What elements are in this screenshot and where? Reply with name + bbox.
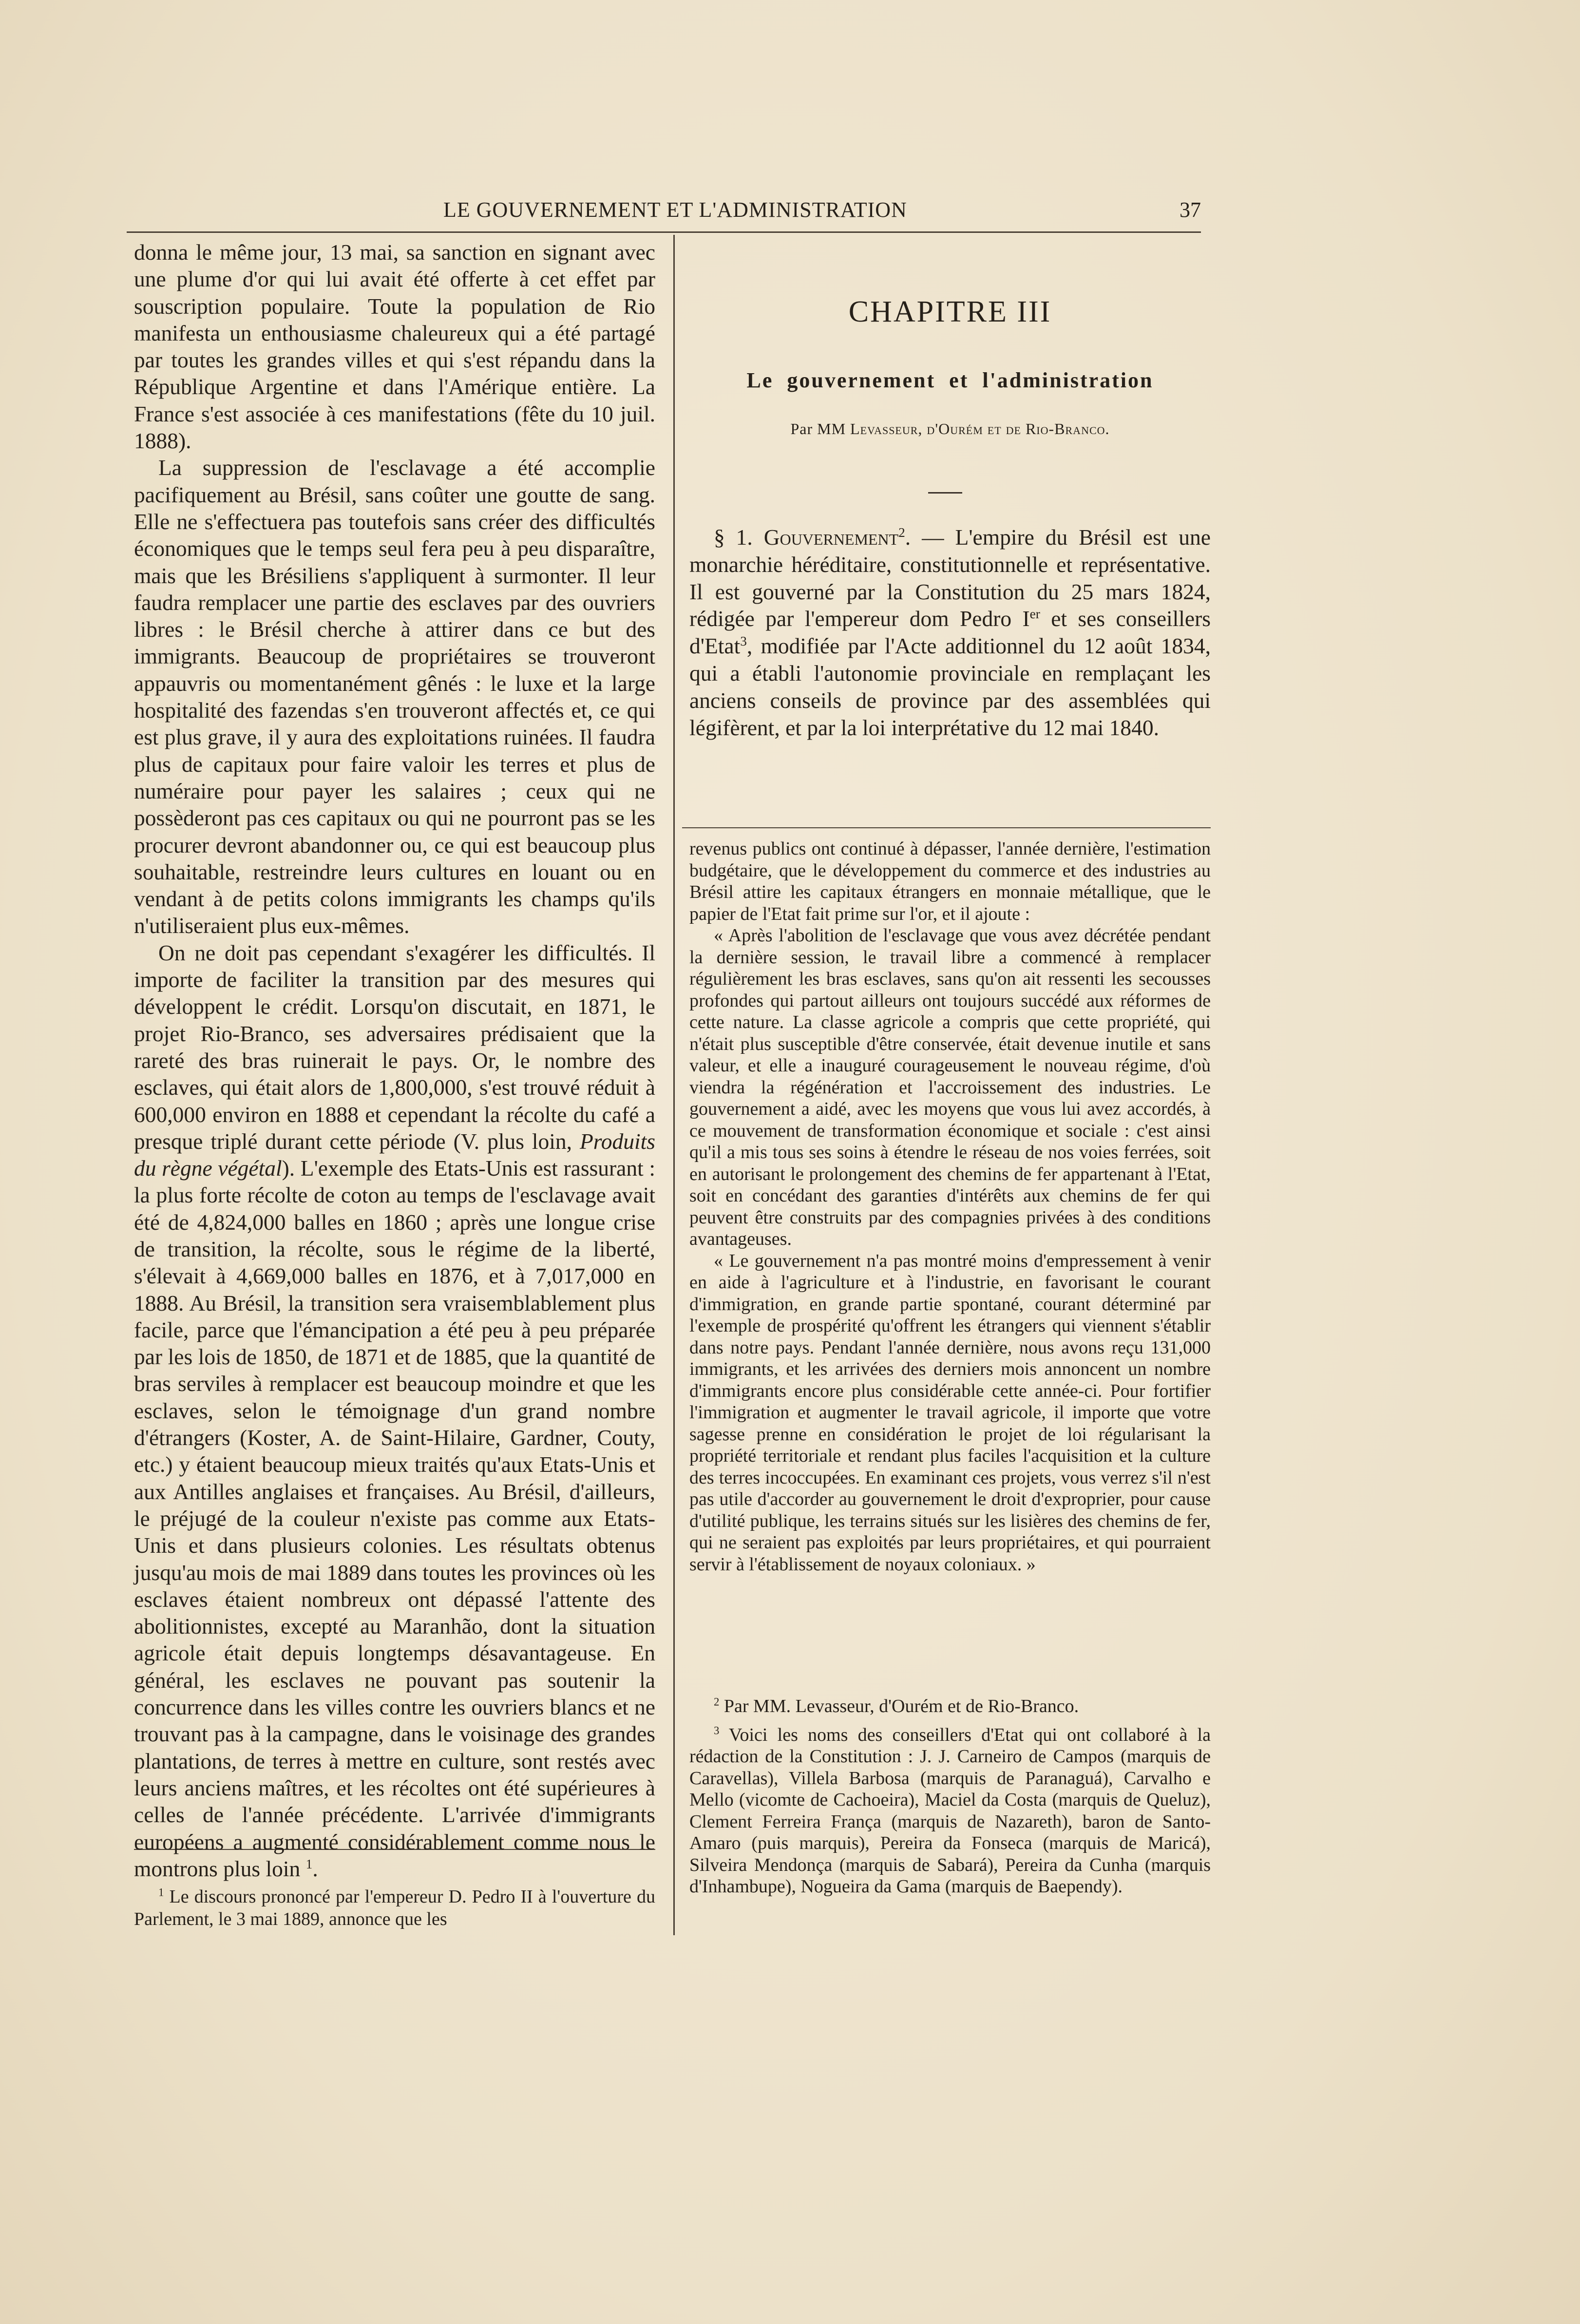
left-footnote [134,1886,655,1930]
header-rule [127,231,1201,233]
quote-paragraph: « Le gouvernement n'a pas montré moins d'empressement à venir en aide à l'agriculture et à l'industrie, en favorisant le courant d'immigration, en grande partie spontané, courant déterminé par l'exemple de prospérité qu'offrent les étrangers qui viennent s'établir dans notre pays. Pendant l'année dernière, nous avons reçu 131,000 immigrants, et les arrivées des derniers mois annoncent un nombre d'immigrants encore plus considérable cette année-ci. Pour fortifier l'immigration et augmenter le travail agricole, il importe que votre sagesse prenne en considération le projet de loi régularisant la propriété territoriale et rendant plus faciles l'acquisition et la culture des terres incoccupées. En examinant ces projets, vous verrez s'il n'est pas utile d'accorder au gouvernement le droit d'exproprier, pour cause d'utilité publique, les terrains situés sur les lisières des chemins de fer, qui ne seraient pas exploités par leurs propriétaires, et qui pourraient servir à l'établissement de noyaux coloniaux. » [689,1250,1211,1575]
footnote-mark: 1 [158,1886,164,1899]
footnote-text: Voici les noms des conseillers d'Etat qui ont collaboré à la rédaction de la Constitution : J. J. Carneiro de Campos (marquis de Caravellas), Villela Barbosa (marquis de Paranaguá), Carvalho e Mello (vicomte de Cachoeira), Maciel da Costa (marquis de Queluz), Clement Ferreira França (marquis de Nazareth), baron de Santo-Amaro (puis marquis), Pereira da Fonseca (marquis de Maricá), Silveira Mendonça (marquis de Sabará), Pereira da Cunha (marquis d'Inhambupe), Nogueira da Gama (marquis de Baependy). [689,1724,1211,1897]
footnote [134,1886,655,1930]
paragraph: La suppression de l'esclavage a été accomplie pacifiquement au Brésil, sans coûter une goutte de sang. Elle ne s'effectuera pas toutefois sans créer des difficultés économiques que le temps seul fera peu à peu disparaître, mais que les Brésiliens s'appliquent à surmonter. Il leur faudra remplacer une partie des esclaves par des ouvriers libres : le Brésil cherche à attirer dans ce but des immigrants. Beaucoup de propriétaires se trouveront appauvris ou momentanément gênés : le luxe et la large hospitalité des fazendas s'en trouveront affectés et, ce qui est plus grave, il y aura des exploitations ruinées. Il faudra plus de capitaux pour faire valoir les terres et plus de numéraire pour payer les salaires ; ceux qui ne possèderont pas ces capitaux ou qui ne pourront pas se les procurer devront abandonner ou, ce qui est beaucoup plus souhaitable, restreindre leurs cultures en louant ou en vendant à de petits colons immigrants les champs qu'ils n'utiliseraient plus eux-mêmes. [134,455,655,938]
footnote-ref: 3 [740,634,747,649]
left-column-body [134,239,655,1882]
page-number: 37 [1180,198,1201,222]
text-run: et ses conseillers d'Etat [689,606,1211,659]
section-heading: Gouvernement [763,525,899,550]
footnote-mark: 3 [714,1724,720,1736]
superscript: er [1029,607,1040,622]
footnote [689,1724,1211,1898]
footnote-continuation [689,838,1211,1575]
authors-prefix: Par MM [790,420,846,438]
footnote-text: Par MM. Levasseur, d'Ourém et de Rio-Branco. [723,1696,1079,1716]
italic-reference: Produits du règne végétal [134,1128,655,1181]
column-divider [673,235,675,1935]
right-footnotes [689,1695,1211,1905]
authors-line [689,420,1211,438]
footnote-ref: 2 [898,525,905,540]
paragraph [134,939,655,1882]
running-header [127,197,1201,231]
footnote-ref: 1 [305,1856,313,1871]
right-column-rule [682,827,1211,828]
quote-paragraph: « Après l'abolition de l'esclavage que vous avez décrétée pendant la dernière session, le travail libre a commencé à remplacer régulièrement les bras esclaves, sans qu'on ait ressenti les secousses profondes qui partout ailleurs ont toujours succédé aux réformes de cette nature. La classe agricole a compris que cette propriété, qui n'était plus susceptible d'être conservée, était devenue inutile et sans valeur, et elle a inauguré courageusement le nouveau régime, d'où viendra la régénération et l'accroissement des industries. Le gouvernement a aidé, avec les moyens que vous lui avez accordés, à ce mouvement de transformation économique et sociale : c'est ainsi qu'il a mis tous ses soins à étendre le réseau de nos voies ferrées, soit en autorisant le prolongement des chemins de fer appartenant à l'Etat, soit en concédant des garanties d'intérêts aux chemins de fer qui peuvent être construits par des compagnies privées à des conditions avantageuses. [689,925,1211,1249]
text-run: ). L'exemple des Etats-Unis est rassurant : la plus forte récolte de coton au temps de l'esclavage avait été de 4,824,000 balles en 1860 ; après une longue crise de transition, la récolte, sous le régime de la liberté, s'élevait à 4,669,000 balles en 1876, et à 7,017,000 en 1888. Au Brésil, la transition sera vraisemblablement plus facile, parce que l'émancipation a été peu à peu préparée par les lois de 1850, de 1871 et de 1885, que la quantité de bras serviles à remplacer est beaucoup moindre et que les esclaves, selon le témoignage d'un grand nombre d'étrangers (Koster, A. de Saint-Hilaire, Gardner, Couty, etc.) y étaient beaucoup mieux traités qu'aux Etats-Unis et aux Antilles anglaises et françaises. Au Brésil, d'ailleurs, le préjugé de la couleur n'existe pas comme aux Etats-Unis et dans plusieurs colonies. Les résultats obtenus jusqu'au mois de mai 1889 dans toutes les provinces où les esclaves étaient nombreux ont dépassé l'attente des abolitionnistes, excepté au Maranhão, dont la situation agricole était depuis longtemps désavantageuse. En général, les esclaves ne pouvant pas soutenir la concurrence dans les villes contre les ouvriers blancs et ne trouvant pas à la campagne, dans le voisinage des grandes plantations, de terres à mettre en culture, sont restés avec leurs anciens maîtres, et les récoltes ont été supérieures à celles de l'année précédente. L'arrivée d'immigrants européens a augmenté considérablement comme nous le montrons plus loin [134,1156,656,1881]
footnote-text: Le discours prononcé par l'empereur D. Pedro II à l'ouverture du Parlement, le 3 mai 1889, annonce que les [134,1886,655,1929]
text-run: . [312,1856,318,1881]
intro-paragraph [689,524,1211,741]
text-run: . — L'empire du Brésil est une monarchie héréditaire, constitutionnelle et représentative. Il est gouverné par la Constitution du 25 mars 1824, rédigée par l'empereur dom Pedro I [689,525,1211,631]
paragraph: donna le même jour, 13 mai, sa sanction en signant avec une plume d'or qui lui avait été offerte à cet effet par souscription populaire. Toute la population de Rio manifesta un enthousiasme chaleureux qui a été partagé par toutes les grandes villes et qui s'est répandu dans la République Argentine et dans l'Amérique entière. La France s'est associée à ces manifestations (fête du 10 juil. 1888). [134,240,655,454]
footnote-mark: 2 [714,1695,720,1708]
text-run: On ne doit pas cependant s'exagérer les difficultés. Il importe de faciliter la transition par des mesures qui développent le crédit. Lorsqu'on discutait, en 1871, le projet Rio-Branco, ses adversaires prédisaient que la rareté des bras ruinerait le pays. Or, le nombre des esclaves, qui était alors de 1,800,000, s'est trouvé réduit à 600,000 environ en 1888 et cependant la récolte du café a presque triplé durant cette période (V. plus loin, [134,940,655,1154]
section-title: Le gouvernement et l'administration [746,368,1154,392]
chapter-title: CHAPITRE III [848,295,1052,328]
running-title: LE GOUVERNEMENT ET L'ADMINISTRATION [443,198,907,222]
separator-rule [928,492,962,494]
section-number: § 1. [714,525,753,550]
paragraph [689,524,1211,741]
authors-names: Levasseur, d'Ourém et de Rio-Branco. [850,420,1110,438]
paragraph: revenus publics ont continué à dépasser, l'année dernière, l'estimation budgétaire, que le développement du commerce et des industries au Brésil attire les capitaux étrangers en monnaie métallique, que le papier de l'Etat fait prime sur l'or, et il ajoute : [689,838,1211,924]
footnote [689,1695,1211,1717]
text-run: , modifiée par l'Acte additionnel du 12 août 1834, qui a établi l'autonomie provinciale en remplaçant les anciens conseils de province par des assemblées qui légifèrent, et par la loi interprétative du 12 mai 1840. [689,633,1211,740]
